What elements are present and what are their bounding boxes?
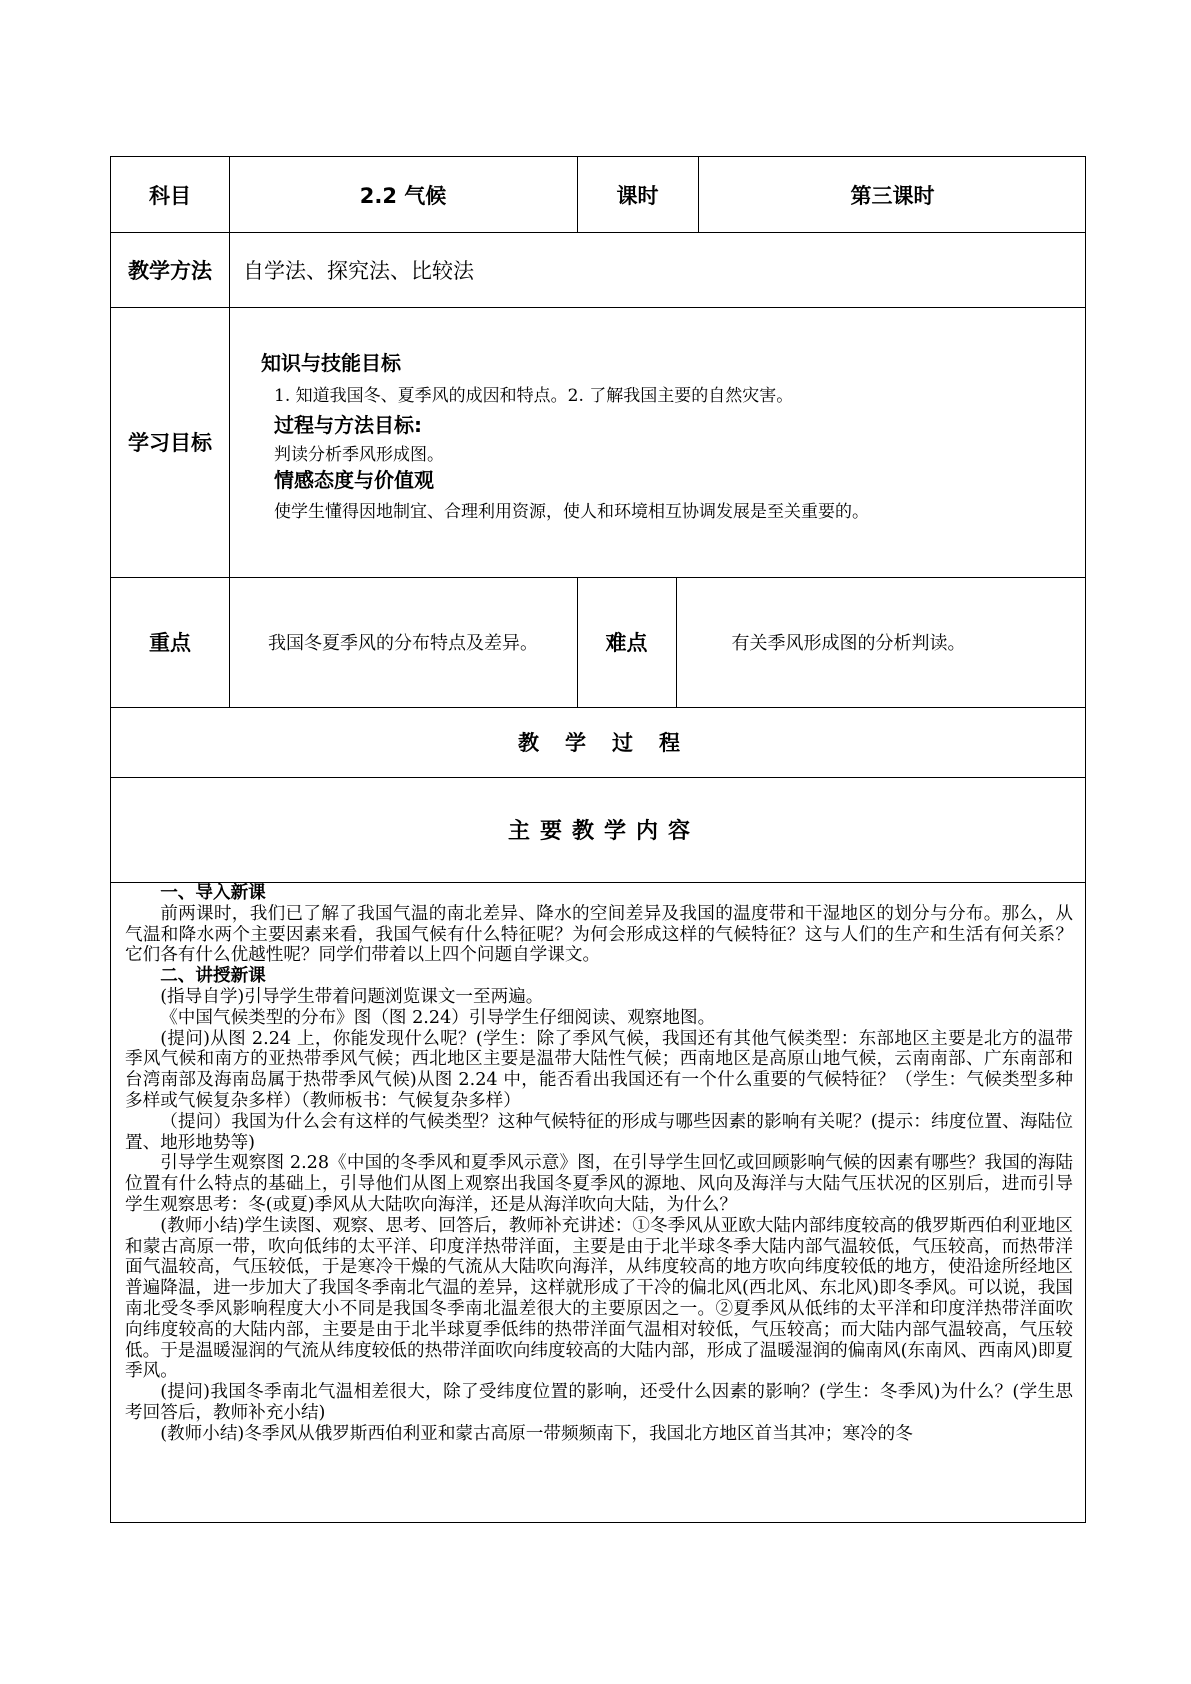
content-title: 主要教学内容 xyxy=(507,819,700,844)
paragraph: (教师小结)学生读图、观察、思考、回答后，教师补充讲述：①冬季风从亚欧大陆内部纬度较高的俄罗斯西伯利亚地区和蒙古高原一带，吹向低纬的太平洋、印度洋热带洋面，主要是由于北半球冬季大陆内部气温较低，气压较高，而热带洋面气温较高，气压较低，于是寒冷干燥的气流从大陆吹向海洋，从纬度较高的地方吹向纬度较低的地方，使沿途所经地区普遍降温，进一步加大了我国冬季南北气温的差异，这样就形成了干冷的偏北风(西北风、东北风)即冬季风。可以说，我国南北受冬季风影响程度大小不同是我国冬季南北温差很大的主要原因之一。②夏季风从低纬的太平洋和印度洋热带洋面吹向纬度较高的大陆内部，主要是由于北半球夏季低纬的热带洋面气温相对较低，气压较高；而大陆内部气温较高，气压较低。于是温暖湿润的气流从纬度较低的热带洋面吹向纬度较高的大陆内部，形成了温暖湿润的偏南风(东南风、西南风)即夏季风。 xyxy=(125,1215,1073,1382)
section-heading: 二、讲授新课 xyxy=(160,966,266,987)
key-label: 重点 xyxy=(149,631,191,655)
paragraph: 《中国气候类型的分布》图（图 2.24）引导学生仔细阅读、观察地图。 xyxy=(160,1007,716,1028)
emotion-heading: 情感态度与价值观 xyxy=(274,468,434,492)
subject-value: 2.2 气候 xyxy=(359,183,447,208)
row-divider xyxy=(111,307,1085,308)
paragraph: (提问)从图 2.24 上，你能发现什么呢？(学生：除了季风气候，我国还有其他气候类型：东部地区主要是北方的温带季风气候和南方的亚热带季风气候；西北地区主要是温带大陆性气候；西南地区是高原山地气候，云南南部、广东南部和台湾南部及海南岛属于热带季风气候)从图 2.24 中，能否看出我国还有一个什么重要的气候特征？（学生：气候类型多种多样或气候复杂多样）（教师板书：气候复杂多样） xyxy=(125,1028,1073,1111)
paragraph: 前两课时，我们已了解了我国气温的南北差异、降水的空间差异及我国的温度带和干湿地区的划分与分布。那么，从气温和降水两个主要因素来看，我国气候有什么特征呢？为何会形成这样的气候特征？这与人们的生产和生活有何关系？它们各有什么优越性呢？同学们带着以上四个问题自学课文。 xyxy=(125,903,1073,966)
paragraph: (提问)我国冬季南北气温相差很大，除了受纬度位置的影响，还受什么因素的影响？(学生：冬季风)为什么？(学生思考回答后，教师补充小结) xyxy=(125,1382,1073,1423)
difficult-value: 有关季风形成图的分析判读。 xyxy=(731,633,966,654)
goals-label: 学习目标 xyxy=(128,431,212,455)
difficult-label: 难点 xyxy=(605,631,648,655)
lesson-plan-table xyxy=(110,156,1086,1523)
section-heading: 一、导入新课 xyxy=(160,883,266,903)
paragraph: (指导自学)引导学生带着问题浏览课文一至两遍。 xyxy=(160,986,544,1007)
period-value: 第三课时 xyxy=(850,183,935,208)
paragraph: （提问）我国为什么会有这样的气候类型？这种气候特征的形成与哪些因素的影响有关呢？(提示：纬度位置、海陆位置、地形地势等) xyxy=(125,1111,1073,1153)
main-content xyxy=(125,883,1073,1445)
method-label: 教学方法 xyxy=(128,258,212,283)
knowledge-text: 1. 知道我国冬、夏季风的成因和特点。2. 了解我国主要的自然灾害。 xyxy=(274,386,794,406)
method-value: 自学法、探究法、比较法 xyxy=(243,258,474,283)
paragraph: (教师小结)冬季风从俄罗斯西伯利亚和蒙古高原一带频频南下，我国北方地区首当其冲；寒冷的冬 xyxy=(160,1423,913,1444)
knowledge-heading: 知识与技能目标 xyxy=(261,351,401,375)
emotion-text: 使学生懂得因地制宜、合理利用资源，使人和环境相互协调发展是至关重要的。 xyxy=(274,502,869,522)
subject-label: 科目 xyxy=(149,183,191,208)
key-value: 我国冬夏季风的分布特点及差异。 xyxy=(268,633,538,654)
process-title: 教学过程 xyxy=(518,731,706,755)
process-text: 判读分析季风形成图。 xyxy=(274,445,444,465)
paragraph: 引导学生观察图 2.28《中国的冬季风和夏季风示意》图，在引导学生回忆或回顾影响气候的因素有哪些？我国的海陆位置有什么特点的基础上，引导他们从图上观察出我国冬夏季风的源地、风向及海洋与大陆气压状况的区别后，进而引导学生观察思考：冬(或夏)季风从大陆吹向海洋，还是从海洋吹向大陆，为什么？ xyxy=(125,1153,1073,1215)
period-label: 课时 xyxy=(616,183,659,208)
process-heading: 过程与方法目标: xyxy=(274,413,422,437)
